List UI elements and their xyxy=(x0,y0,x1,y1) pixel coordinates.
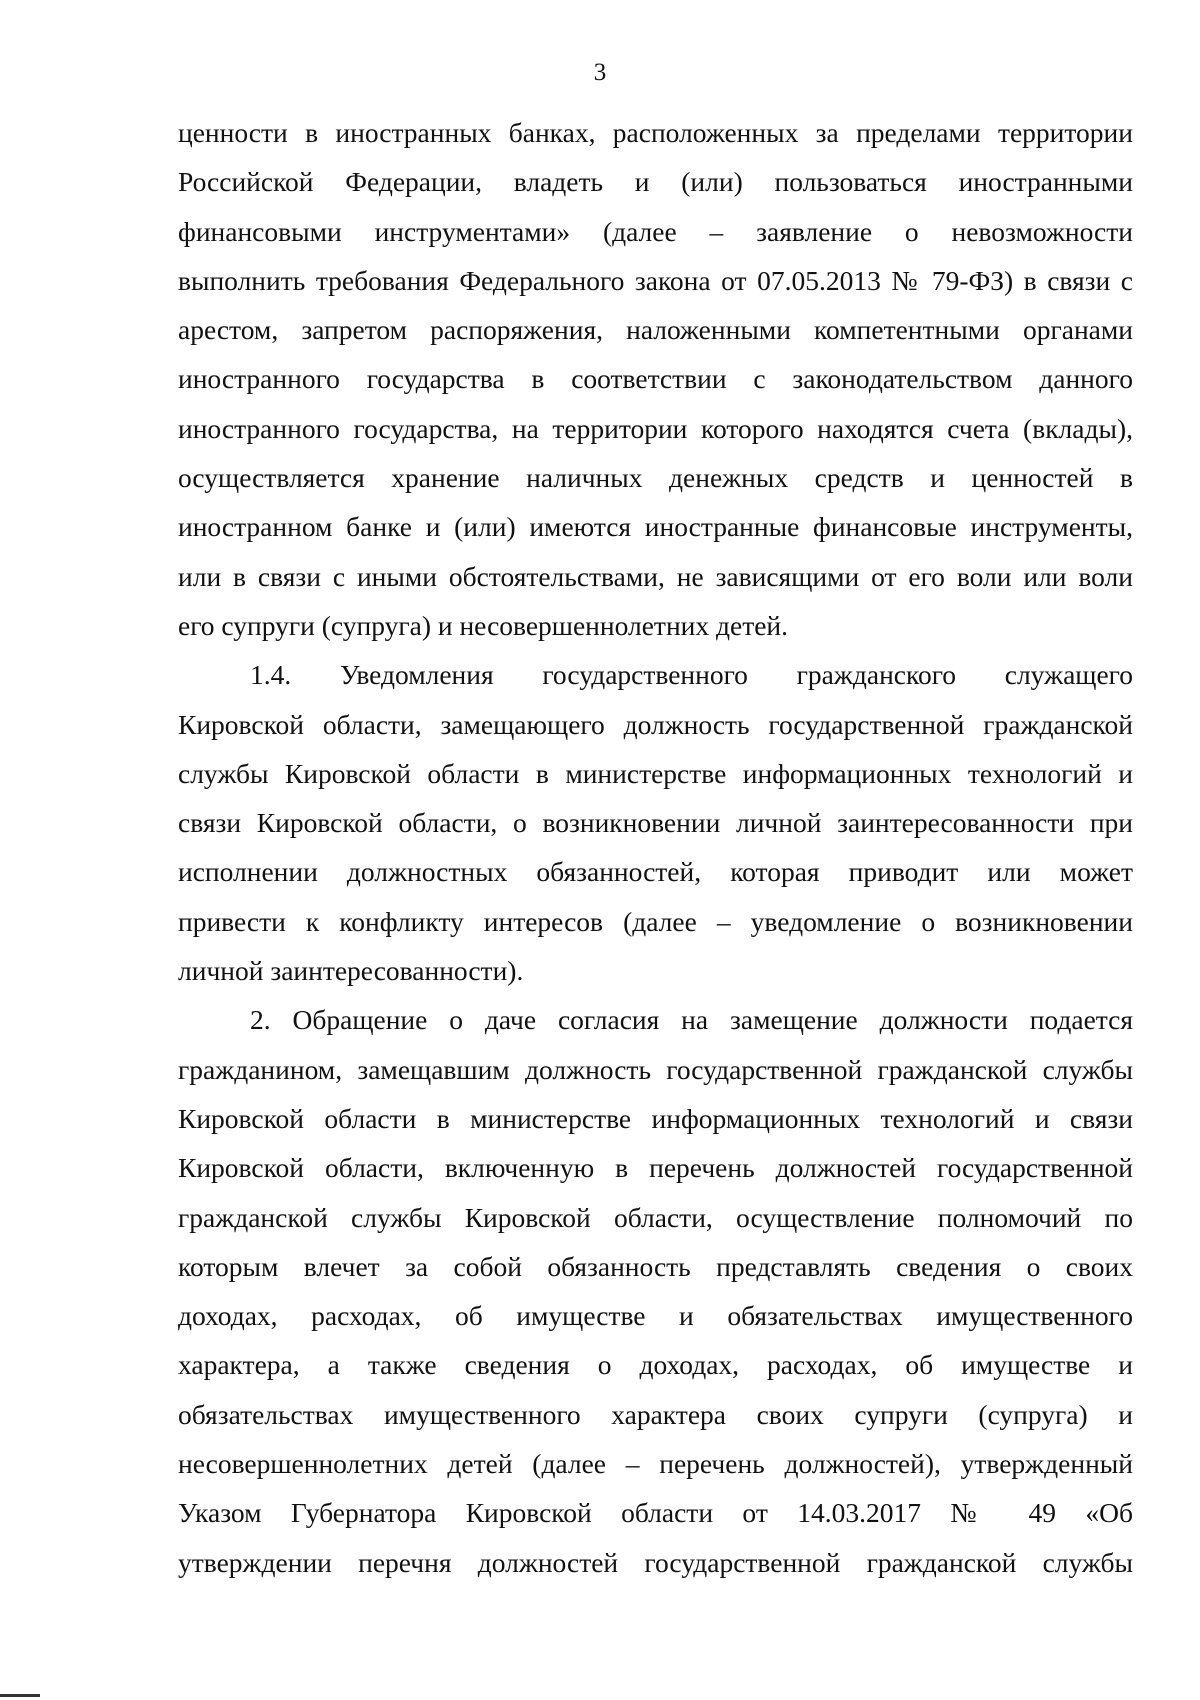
text-line: Кировской области в министерстве информационных технологий и связи xyxy=(178,1102,1133,1134)
text-line: несовершеннолетних детей (далее – перечень должностей), утвержденный xyxy=(178,1448,1133,1480)
text-line: или в связи с иными обстоятельствами, не зависящими от его воли или воли xyxy=(178,560,1133,592)
text-line: Кировской области, включенную в перечень должностей государственной xyxy=(178,1152,1133,1184)
scan-edge-mark xyxy=(0,1694,40,1697)
document-body xyxy=(178,108,1133,1587)
text-line: иностранного государства, на территории которого находятся счета (вклады), xyxy=(178,412,1133,444)
text-line: характера, а также сведения о доходах, расходах, об имуществе и xyxy=(178,1349,1133,1381)
text-line: арестом, запретом распоряжения, наложенными компетентными органами xyxy=(178,314,1133,346)
paragraph-end-line: личной заинтересованности). xyxy=(178,955,524,987)
text-line: утверждении перечня должностей государственной гражданской службы xyxy=(178,1546,1133,1578)
paragraph-start-line: 2. Обращение о даче согласия на замещение должности подается xyxy=(250,1004,1133,1036)
text-line: финансовыми инструментами» (далее – заявление о невозможности xyxy=(178,215,1133,247)
text-line: ценности в иностранных банках, расположенных за пределами территории xyxy=(178,117,1133,148)
text-line: иностранного государства в соответствии с законодательством данного xyxy=(178,363,1133,395)
text-line: которым влечет за собой обязанность представлять сведения о своих xyxy=(178,1250,1133,1282)
text-line: службы Кировской области в министерстве информационных технологий и xyxy=(178,757,1133,789)
text-line: связи Кировской области, о возникновении личной заинтересованности при xyxy=(178,807,1133,839)
text-line: обязательствах имущественного характера своих супруги (супруга) и xyxy=(178,1398,1133,1430)
paragraph-start-line: 1.4. Уведомления государственного гражданского служащего xyxy=(250,659,1133,691)
text-line: гражданской службы Кировской области, осуществление полномочий по xyxy=(178,1201,1133,1233)
text-line: Кировской области, замещающего должность государственной гражданской xyxy=(178,708,1133,740)
text-line: выполнить требования Федерального закона от 07.05.2013 № 79-ФЗ) в связи с xyxy=(178,264,1133,296)
page-number: 3 xyxy=(593,59,607,86)
text-line: исполнении должностных обязанностей, которая приводит или может xyxy=(178,856,1133,888)
text-line: доходах, расходах, об имуществе и обязательствах имущественного xyxy=(178,1300,1133,1332)
text-line: осуществляется хранение наличных денежных средств и ценностей в xyxy=(178,462,1133,494)
paragraph-end-line: его супруги (супруга) и несовершеннолетних детей. xyxy=(178,609,789,641)
text-line: Указом Губернатора Кировской области от 14.03.2017 № 49 «Об xyxy=(178,1497,1133,1529)
text-line: Российской Федерации, владеть и (или) пользоваться иностранными xyxy=(178,166,1133,198)
text-line: привести к конфликту интересов (далее – уведомление о возникновении xyxy=(178,905,1133,937)
text-line: иностранном банке и (или) имеются иностранные финансовые инструменты, xyxy=(178,511,1133,543)
text-line: гражданином, замещавшим должность государственной гражданской службы xyxy=(178,1053,1133,1085)
